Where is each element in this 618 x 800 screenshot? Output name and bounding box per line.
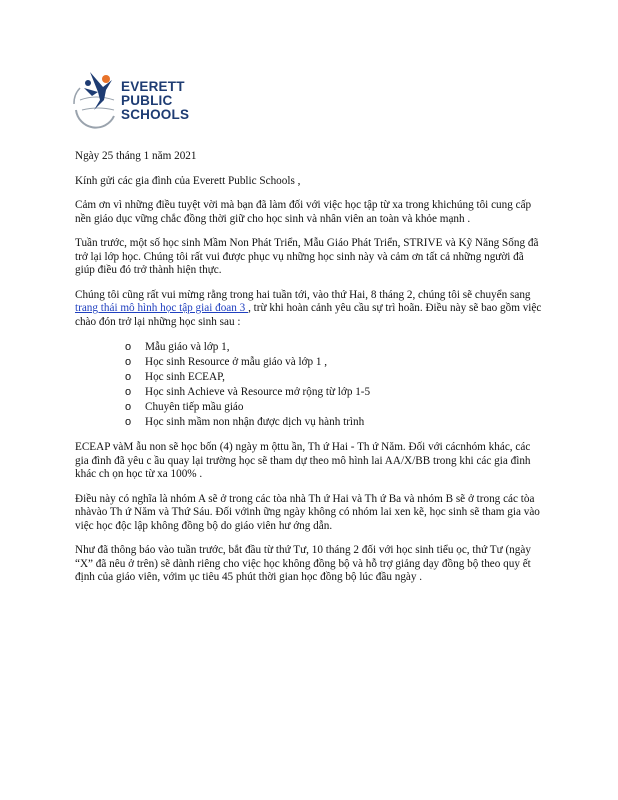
paragraph-6: Như đã thông báo vào tuần trước, bắt đầu từ thứ Tư, 10 tháng 2 đối với học sinh tiểu ọc, thứ Tư (ngày “X” đã nêu ở trên) sẽ dành riêng cho việc học không đồng bộ và hỗ trợ giảng dạy đồng bộ theo quy ết định của giáo viên, vớim ục tiêu 45 phút thời gian học đồng bộ lúc đầu ngày . — [75, 544, 531, 583]
logo-line-2: PUBLIC — [121, 93, 173, 108]
letter-date: Ngày 25 tháng 1 năm 2021 — [75, 150, 197, 162]
list-item: o Học sinh mầm non nhận được dịch vụ hành trình — [125, 415, 545, 430]
letter-body — [75, 150, 545, 596]
paragraph-2: Tuần trước, một số học sinh Mầm Non Phát Triển, Mẫu Giáo Phát Triển, STRIVE và Kỹ Năng Sống đã trở lại lớp học. Chúng tôi rất vui được phục vụ những học sinh này và cảm ơn tất cả những người đã giúp điều đó trở thành hiện thực. — [75, 237, 539, 276]
logo-line-3: SCHOOLS — [121, 107, 190, 122]
greeting: Kính gửi các gia đình của Everett Public Schools , — [75, 174, 301, 187]
paragraph-3-text-before: Chúng tôi cũng rất vui mừng rằng trong hai tuần tới, vào thứ Hai, 8 tháng 2, chúng tôi sẽ chuyển sang — [75, 288, 531, 301]
paragraph-1: Cảm ơn vì những điều tuyệt vời mà bạn đã làm đối với việc học tập từ xa trong khichúng tôi cung cấp nền giáo dục vững chắc đồng thời giữ cho học sinh và nhân viên an toàn và khỏe mạnh . — [75, 199, 532, 225]
logo-emblem-icon — [70, 70, 122, 130]
list-item: o Học sinh Resource ở mẫu giáo và lớp 1 , — [125, 355, 545, 370]
paragraph-3 — [75, 289, 545, 330]
paragraph-5: Điều này có nghĩa là nhóm A sẽ ở trong các tòa nhà Th ứ Hai và Th ứ Ba và nhóm B sẽ ở trong các tòa nhàvào Th ứ Năm và Thứ Sáu. Đối vớinh ững ngày không có nhóm lai xen kẽ, học sinh sẽ tham gia vào việc học độc lập không đồng bộ do giáo viên hư ớng dẫn. — [75, 492, 540, 532]
logo-line-1: EVERETT — [121, 79, 185, 94]
list-item: o Chuyên tiếp mầu giáo — [125, 400, 545, 415]
paragraph-3-text-after: , trừ khi hoàn cảnh yêu cầu sự trì hoãn. Điều này sẽ bao gồm việc chào đón trở lại những học sinh sau : — [75, 302, 542, 328]
list-item: o Mẫu giáo và lớp 1, — [125, 340, 545, 355]
everett-public-schools-logo — [70, 70, 210, 134]
phase-3-model-link[interactable]: trang thái mô hình học tập giai đoan 3 — [75, 302, 249, 314]
paragraph-4: ECEAP vàM ẫu non sẽ học bốn (4) ngày m ộttu ần, Th ứ Hai - Th ứ Năm. Đối với cácnhóm khác, các gia đình đã yêu c ầu quay lại trường học sẽ tham dự theo mô hình lai AA/X/BB trong khi các gia đình khác ch ọn học từ xa 100% . — [75, 441, 531, 480]
student-group-list — [75, 340, 545, 430]
list-item: o Học sinh Achieve và Resource mở rộng từ lớp 1-5 — [125, 385, 545, 400]
list-item: o Học sinh ECEAP, — [125, 370, 545, 385]
